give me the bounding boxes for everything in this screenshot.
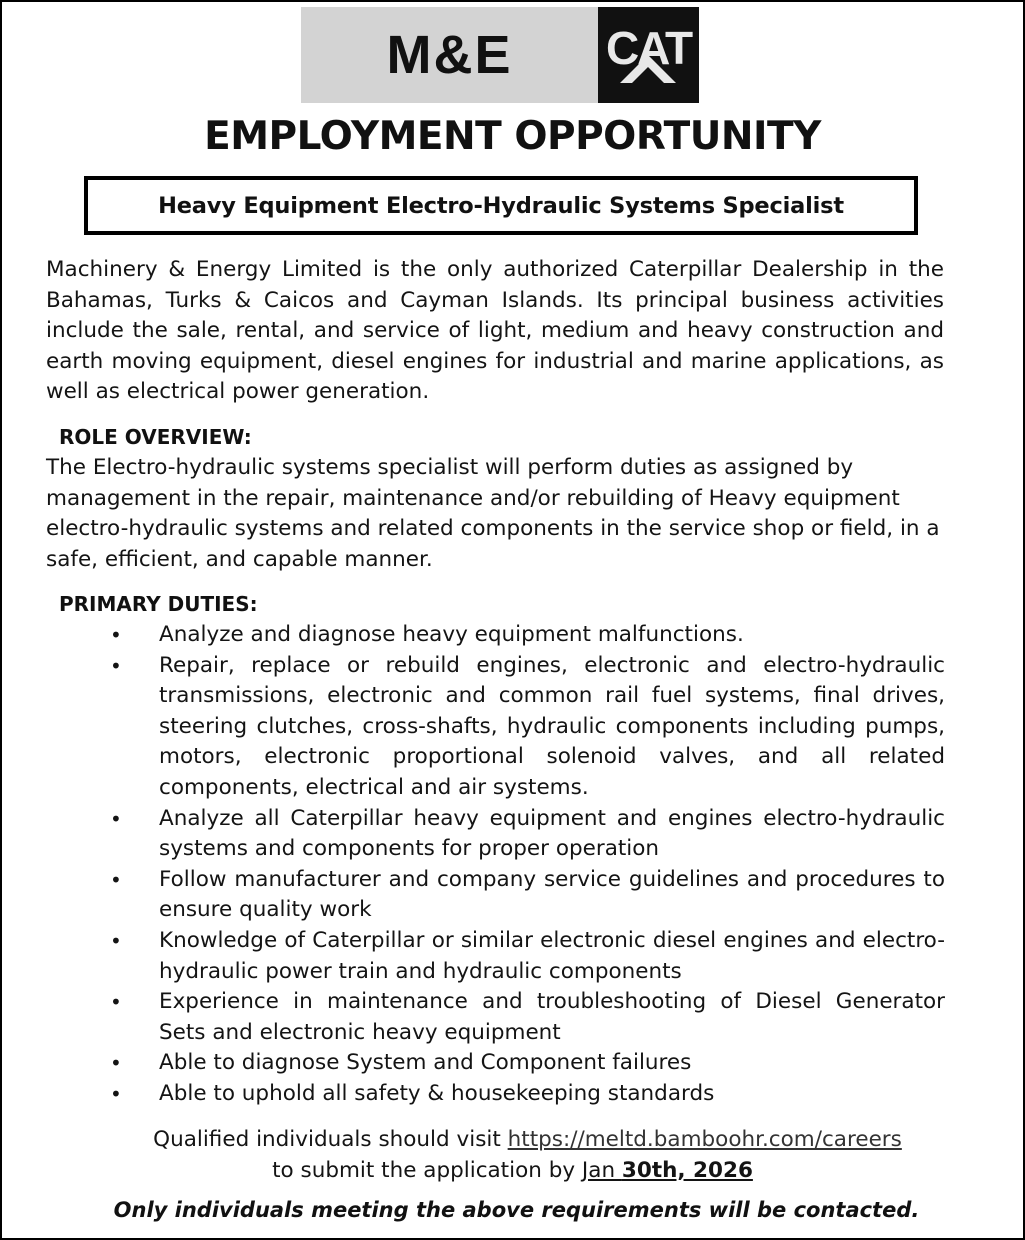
careers-link[interactable]: https://meltd.bamboohr.com/careers bbox=[507, 1127, 902, 1152]
job-title: Heavy Equipment Electro-Hydraulic Systems Specialist bbox=[158, 192, 844, 219]
duty-text: Follow manufacturer and company service guidelines and procedures to ensure quality work bbox=[159, 866, 945, 923]
duty-item bbox=[2, 1079, 945, 1110]
duty-text: Experience in maintenance and troubleshooting of Diesel Generator Sets and electronic heavy equipment bbox=[159, 989, 945, 1045]
footer-notice: Only individuals meeting the above requirements will be contacted. bbox=[113, 1198, 920, 1222]
bullet-icon: • bbox=[110, 623, 122, 647]
duty-item bbox=[2, 926, 945, 987]
deadline-month: Jan bbox=[581, 1157, 622, 1183]
role-overview-heading: ROLE OVERVIEW: bbox=[59, 425, 252, 449]
deadline-day-year: 30th, 2026 bbox=[621, 1157, 753, 1183]
duty-item bbox=[2, 1048, 945, 1079]
deadline-line bbox=[2, 1156, 1023, 1187]
duty-item bbox=[2, 987, 945, 1048]
duty-text: Analyze and diagnose heavy equipment malfunctions. bbox=[159, 622, 744, 647]
company-logo bbox=[301, 7, 699, 103]
application-instructions bbox=[2, 1125, 1023, 1186]
primary-duties-list bbox=[2, 620, 1023, 1110]
duty-item bbox=[2, 651, 945, 804]
role-overview-text: The Electro-hydraulic systems specialist will perform duties as assigned by management in the repair, maintenance and/or rebuilding of Heavy equipment electro-hydraulic systems and related components in the service shop or field, in a safe, efficient, and capable manner. bbox=[46, 455, 940, 572]
bullet-icon: • bbox=[110, 928, 122, 953]
company-intro: Machinery & Energy Limited is the only authorized Caterpillar Dealership in the Bahamas, Turks & Caicos and Cayman Islands. Its principal business activities include the sale, rental, and service of light, medium and heavy construction and earth moving equipment, diesel engines for industrial and marine applications, as well as electrical power generation. bbox=[46, 257, 944, 404]
duty-item bbox=[2, 865, 945, 926]
duty-text: Repair, replace or rebuild engines, electronic and electro-hydraulic transmissions, electronic and common rail fuel systems, final drives, steering clutches, cross-shafts, hydraulic components including pumps, motors, electronic proportional solenoid valves, and all related components, electrical and air systems. bbox=[159, 652, 945, 800]
bullet-icon: • bbox=[110, 1051, 122, 1076]
bullet-icon: • bbox=[110, 806, 122, 831]
duty-text: Able to diagnose System and Component failures bbox=[159, 1050, 692, 1076]
duty-text: Analyze all Caterpillar heavy equipment and engines electro-hydraulic systems and components for proper operation bbox=[159, 805, 945, 862]
duty-text: Knowledge of Caterpillar or similar electronic diesel engines and electro-hydraulic power train and hydraulic components bbox=[159, 927, 945, 984]
m-and-e-logo-text: M&E bbox=[301, 7, 598, 103]
duty-text: Able to uphold all safety & housekeeping standards bbox=[159, 1080, 715, 1106]
visit-line bbox=[2, 1125, 1023, 1156]
bullet-icon: • bbox=[110, 653, 122, 678]
primary-duties-heading: PRIMARY DUTIES: bbox=[59, 592, 258, 616]
bullet-icon: • bbox=[110, 867, 122, 892]
bullet-icon: • bbox=[110, 990, 122, 1015]
deadline-date bbox=[582, 1158, 753, 1183]
visit-text: Qualified individuals should visit bbox=[153, 1127, 508, 1152]
duty-item bbox=[2, 620, 945, 651]
cat-logo-text: CAT bbox=[605, 22, 692, 74]
duty-item bbox=[2, 804, 945, 865]
bullet-icon: • bbox=[110, 1081, 122, 1106]
deadline-text: to submit the application by bbox=[272, 1157, 582, 1183]
page-title: EMPLOYMENT OPPORTUNITY bbox=[204, 114, 821, 159]
job-title-box bbox=[84, 176, 918, 235]
cat-logo bbox=[598, 7, 699, 103]
